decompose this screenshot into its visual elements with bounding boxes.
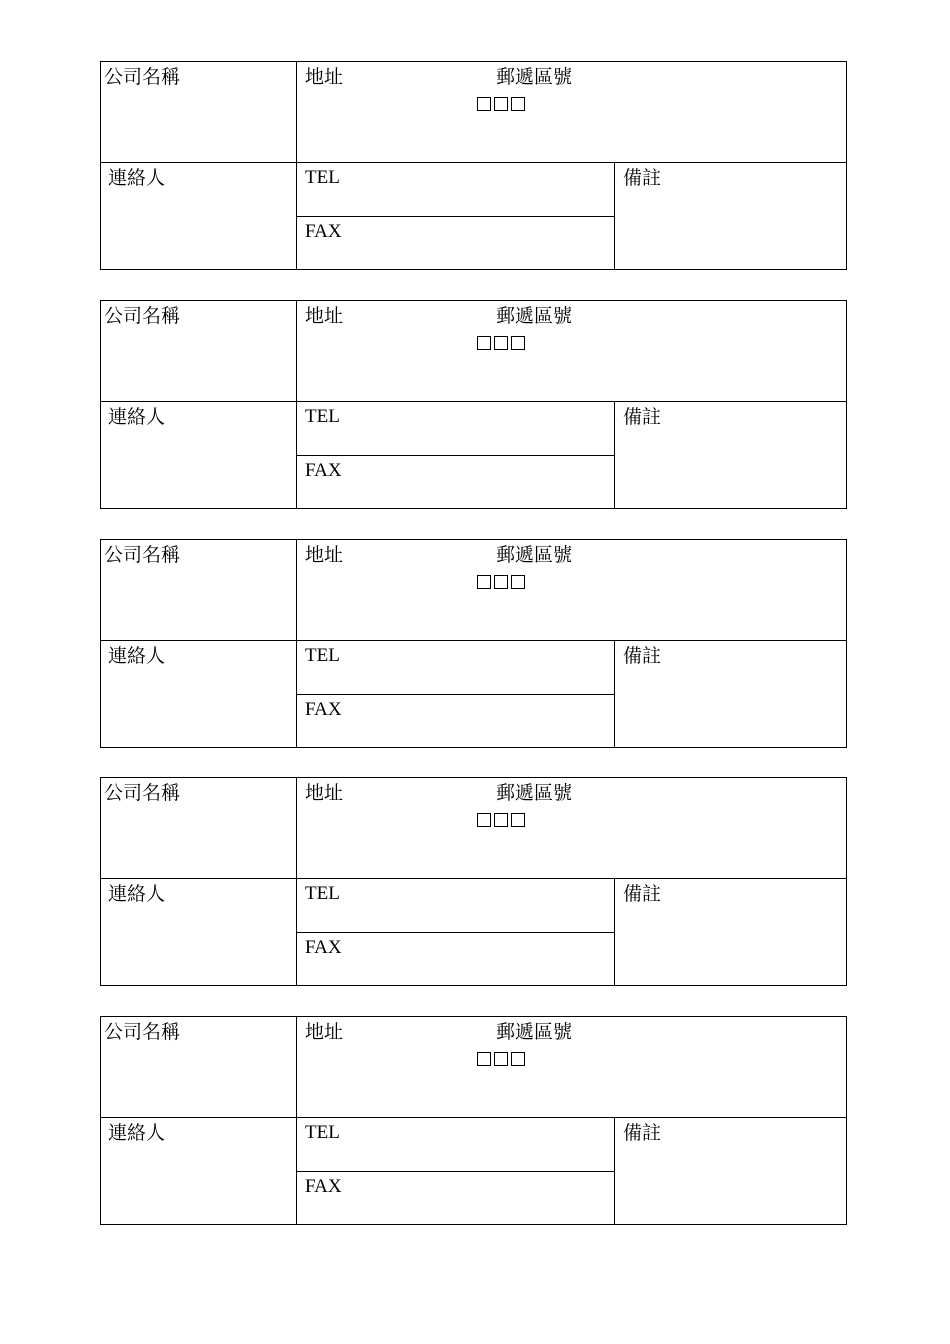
contact-card-5: [100, 1016, 847, 1225]
notes-label: 備註: [623, 406, 662, 428]
contact-person-label: 連絡人: [108, 406, 166, 428]
company-name-label: 公司名稱: [104, 66, 181, 88]
fax-label: FAX: [305, 699, 342, 720]
divider: [614, 1117, 615, 1224]
postal-digit-box[interactable]: [494, 575, 508, 589]
divider: [101, 1117, 846, 1118]
postal-digit-box[interactable]: [511, 813, 525, 827]
postal-code-boxes[interactable]: [477, 336, 528, 350]
divider: [296, 540, 297, 747]
postal-digit-box[interactable]: [494, 813, 508, 827]
contact-person-label: 連絡人: [108, 645, 166, 667]
notes-label: 備註: [623, 1122, 662, 1144]
postal-digit-box[interactable]: [477, 97, 491, 111]
postal-code-label: 郵遞區號: [496, 1021, 573, 1043]
divider: [614, 401, 615, 508]
postal-digit-box[interactable]: [511, 336, 525, 350]
address-label: 地址: [305, 66, 344, 88]
tel-label: TEL: [305, 167, 340, 188]
divider: [101, 162, 846, 163]
divider: [296, 1017, 297, 1224]
postal-digit-box[interactable]: [511, 97, 525, 111]
address-label: 地址: [305, 544, 344, 566]
contact-card-4: [100, 777, 847, 986]
postal-digit-box[interactable]: [477, 1052, 491, 1066]
postal-code-boxes[interactable]: [477, 1052, 528, 1066]
tel-label: TEL: [305, 406, 340, 427]
postal-digit-box[interactable]: [494, 97, 508, 111]
divider: [614, 162, 615, 269]
contact-person-label: 連絡人: [108, 883, 166, 905]
address-label: 地址: [305, 305, 344, 327]
postal-code-label: 郵遞區號: [496, 305, 573, 327]
postal-code-boxes[interactable]: [477, 97, 528, 111]
divider: [101, 640, 846, 641]
tel-label: TEL: [305, 1122, 340, 1143]
company-name-label: 公司名稱: [104, 782, 181, 804]
notes-label: 備註: [623, 167, 662, 189]
postal-code-boxes[interactable]: [477, 575, 528, 589]
divider: [297, 216, 614, 217]
tel-label: TEL: [305, 645, 340, 666]
address-label: 地址: [305, 782, 344, 804]
postal-digit-box[interactable]: [477, 813, 491, 827]
postal-code-label: 郵遞區號: [496, 544, 573, 566]
company-name-label: 公司名稱: [104, 305, 181, 327]
postal-code-boxes[interactable]: [477, 813, 528, 827]
contact-card-1: [100, 61, 847, 270]
fax-label: FAX: [305, 460, 342, 481]
divider: [101, 878, 846, 879]
fax-label: FAX: [305, 1176, 342, 1197]
divider: [297, 932, 614, 933]
divider: [296, 301, 297, 508]
company-name-label: 公司名稱: [104, 544, 181, 566]
address-label: 地址: [305, 1021, 344, 1043]
divider: [297, 694, 614, 695]
postal-digit-box[interactable]: [477, 575, 491, 589]
divider: [614, 640, 615, 747]
postal-digit-box[interactable]: [511, 1052, 525, 1066]
divider: [101, 401, 846, 402]
divider: [297, 1171, 614, 1172]
postal-digit-box[interactable]: [494, 1052, 508, 1066]
contact-card-2: [100, 300, 847, 509]
postal-code-label: 郵遞區號: [496, 782, 573, 804]
fax-label: FAX: [305, 221, 342, 242]
fax-label: FAX: [305, 937, 342, 958]
tel-label: TEL: [305, 883, 340, 904]
divider: [296, 62, 297, 269]
postal-code-label: 郵遞區號: [496, 66, 573, 88]
divider: [614, 878, 615, 985]
postal-digit-box[interactable]: [494, 336, 508, 350]
company-name-label: 公司名稱: [104, 1021, 181, 1043]
divider: [297, 455, 614, 456]
postal-digit-box[interactable]: [511, 575, 525, 589]
contact-person-label: 連絡人: [108, 1122, 166, 1144]
contact-card-3: [100, 539, 847, 748]
contact-person-label: 連絡人: [108, 167, 166, 189]
divider: [296, 778, 297, 985]
postal-digit-box[interactable]: [477, 336, 491, 350]
notes-label: 備註: [623, 645, 662, 667]
notes-label: 備註: [623, 883, 662, 905]
